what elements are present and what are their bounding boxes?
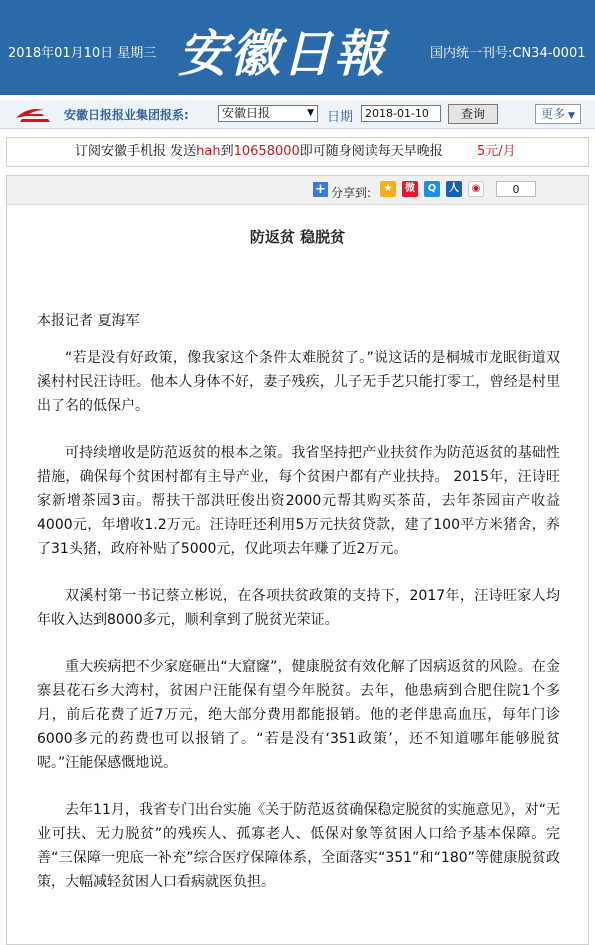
article-container: [6, 175, 589, 945]
article-paragraph: 去年11月，我省专门出台实施《关于防范返贫确保稳定脱贫的实施意见》，对“无业可扶、无力脱贫”的残疾人、孤寡老人、低保对象等贫困人口给予基本保障。完善“三保障一兜底一补充”综合医疗保障体系，全面落实“351”和“180”等健康脱贫政策，大幅减轻贫困人口看病就医负担。: [37, 802, 560, 890]
subscribe-text-part1: 订阅安徽手机报 发送: [75, 144, 197, 159]
article-paragraph: 重大疾病把不少家庭砸出“大窟窿”，健康脱贫有效化解了因病返贫的风险。在金寨县花石乡大湾村，贫困户汪能保有望今年脱贫。去年，他患病到合肥住院1个多月，前后花费了近7万元，绝大部分费用都能报销。他的老伴患高血压，每年门诊6000多元的药费也可以报销了。“若是没有‘351政策’，还不知道哪年能够脱贫呢。”汪能保感慨地说。: [37, 659, 560, 771]
newspaper-group-label: 安徽日报报业集团报系:: [64, 108, 189, 122]
group-logo-icon: [14, 104, 52, 124]
article-byline: 本报记者 夏海军: [37, 313, 140, 329]
issn-number: 国内统一刊号:CN34-0001: [430, 46, 586, 61]
article-paragraph: 双溪村第一书记蔡立彬说，在各项扶贫政策的支持下，2017年，汪诗旺家人均年收入达到8000多元，顺利拿到了脱贫光荣证。: [37, 588, 560, 628]
newspaper-logo: 安徽日報: [178, 24, 386, 83]
mobile-subscribe-banner[interactable]: [6, 137, 589, 167]
weibo-icon[interactable]: 微: [402, 181, 418, 197]
more-button[interactable]: [535, 104, 581, 124]
chevron-down-icon: ▼: [307, 108, 314, 118]
article-headline: 防返贫 稳脱贫: [249, 228, 346, 246]
subscribe-text-part2: 到: [220, 144, 234, 159]
date-input[interactable]: 2018-01-10: [361, 105, 441, 122]
article-paragraph: 可持续增收是防范返贫的根本之策。我省坚持把产业扶贫作为防范返贫的基础性措施，确保每个贫困村都有主导产业，每个贫困户都有产业扶持。 2015年，汪诗旺家新增茶园3亩。帮扶干部洪旺俊出资2000元帮其购买茶苗，去年茶园亩产收益4000元，年增收1.2万元。汪诗旺还利用5万元扶贫贷款，建了100平方米猪舍，养了31头猪，政府补贴了5000元，仅此项去年赚了近2万元。: [37, 445, 560, 557]
more-button-label: 更多: [541, 107, 566, 121]
edition-toolbar: [0, 100, 595, 129]
chevron-down-icon: ▼: [565, 111, 575, 121]
newspaper-select-value: 安徽日报: [222, 106, 271, 120]
qzone-icon[interactable]: ★: [380, 181, 396, 197]
plus-icon[interactable]: +: [313, 182, 328, 197]
subscribe-text: [75, 138, 443, 166]
share-label: 分享到:: [331, 186, 372, 200]
subscribe-code: hah: [196, 144, 221, 159]
share-count: 0: [496, 181, 536, 197]
subscribe-price: 5元/月: [477, 144, 516, 159]
masthead: [0, 0, 595, 95]
renren-icon[interactable]: 人: [446, 181, 462, 197]
issue-date: 2018年01月10日 星期三: [8, 46, 157, 61]
tencent-weibo-icon[interactable]: ◉: [468, 181, 484, 197]
query-button[interactable]: 查询: [448, 104, 498, 124]
subscribe-text-part3: 即可随身阅读每天早晚报: [299, 144, 443, 159]
share-bar: [7, 176, 588, 205]
newspaper-select[interactable]: [218, 105, 318, 122]
article-paragraph: “若是没有好政策，像我家这个条件太难脱贫了。”说这话的是桐城市龙眠街道双溪村村民汪诗旺。他本人身体不好，妻子残疾，儿子无手艺只能打零工，曾经是村里出了名的低保户。: [37, 350, 560, 414]
qq-icon[interactable]: Q: [424, 181, 440, 197]
subscribe-number: 10658000: [233, 144, 300, 159]
date-label: 日期: [327, 110, 354, 125]
article-body: [37, 346, 560, 917]
